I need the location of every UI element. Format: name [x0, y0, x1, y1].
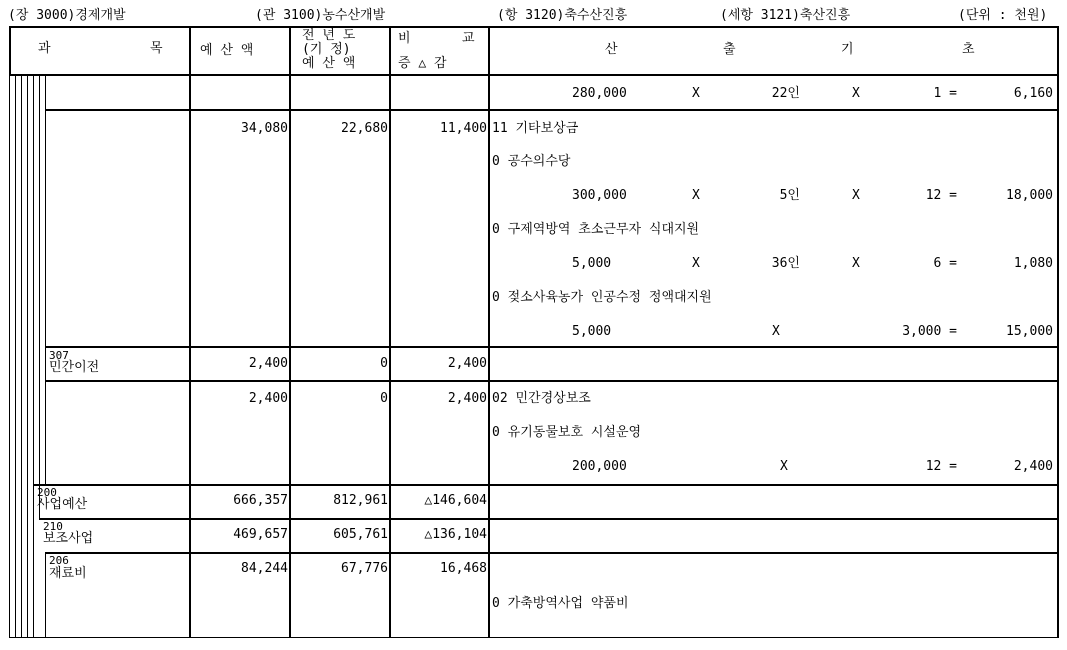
- r2-prev: 22,680: [341, 121, 388, 136]
- r4-item1: 0 유기동물보호 시설운영: [492, 425, 642, 440]
- r6-code: 210: [43, 520, 63, 533]
- header-basis-1: 산: [605, 42, 618, 57]
- header-cmp-bi: 비: [398, 31, 411, 46]
- r2-calc1-b: 5인: [779, 188, 800, 203]
- r1-calc-b: 22인: [771, 86, 800, 101]
- r3-code: 307: [49, 349, 69, 362]
- r2-calc1-x2: X: [852, 188, 860, 203]
- r3-name: 민간이전: [49, 360, 100, 375]
- r5-diff: △146,604: [424, 493, 487, 508]
- r7-budget: 84,244: [241, 561, 288, 576]
- r4-title: 02 민간경상보조: [492, 391, 591, 406]
- table-left-border: [9, 26, 11, 76]
- r2-calc3-a: 5,000: [572, 324, 612, 339]
- r2-item2: 0 구제역방역 초소근무자 식대지원: [492, 222, 700, 237]
- row-sep-2: [45, 346, 1059, 348]
- unit-label: (단위 : 천원): [958, 8, 1048, 23]
- r7-code: 206: [49, 554, 69, 567]
- r1-calc-a: 280,000: [572, 86, 627, 101]
- row-sep-4: [33, 484, 1059, 486]
- r5-budget: 666,357: [233, 493, 288, 508]
- row-sep-6: [45, 552, 1059, 554]
- r2-calc3-total: 15,000: [1006, 324, 1053, 339]
- r4-calc1-c: 12 =: [925, 459, 957, 474]
- r6-name: 보조사업: [43, 531, 94, 546]
- col-divider-diff: [389, 26, 391, 638]
- r4-calc1-total: 2,400: [1013, 459, 1053, 474]
- r3-prev: 0: [380, 356, 388, 371]
- header-prev-l2: (기 정): [302, 42, 351, 57]
- tree-line-4: [27, 76, 28, 638]
- r2-calc3-c: 3,000 =: [902, 324, 957, 339]
- r4-diff: 2,400: [447, 391, 487, 406]
- r2-diff: 11,400: [440, 121, 487, 136]
- tree-line-1: [9, 76, 10, 638]
- r7-prev: 67,776: [341, 561, 388, 576]
- r6-diff: △136,104: [424, 527, 487, 542]
- r4-calc1-x: X: [780, 459, 788, 474]
- r2-calc2-a: 5,000: [572, 256, 612, 271]
- tree-line-7: [45, 76, 46, 485]
- r1-calc-x2: X: [852, 86, 860, 101]
- r2-calc2-x2: X: [852, 256, 860, 271]
- r1-calc-c: 1 =: [933, 86, 957, 101]
- sehang-label: (세항 3121)축산진흥: [720, 8, 851, 23]
- r2-title: 11 기타보상금: [492, 121, 579, 136]
- r2-calc2-x1: X: [692, 256, 700, 271]
- row-sep-1: [45, 109, 1059, 111]
- r2-item3: 0 젖소사육농가 인공수정 정액대지원: [492, 290, 712, 305]
- r5-prev: 812,961: [333, 493, 388, 508]
- header-bottom-border: [9, 74, 1059, 76]
- header-cmp-gyo: 교: [462, 31, 475, 46]
- header-basis-3: 기: [841, 42, 854, 57]
- r3-budget: 2,400: [248, 356, 288, 371]
- r2-calc2-b: 36인: [771, 256, 800, 271]
- row-sep-3: [45, 380, 1059, 382]
- header-prev-l1: 전 년 도: [302, 28, 356, 43]
- header-budget: 예 산 액: [200, 43, 254, 58]
- tree-line-3: [21, 76, 22, 638]
- r5-code: 200: [37, 486, 57, 499]
- r1-calc-x1: X: [692, 86, 700, 101]
- table-bottom-border: [9, 637, 1059, 638]
- table-right-border: [1057, 26, 1059, 638]
- r6-budget: 469,657: [233, 527, 288, 542]
- header-mok: 목: [150, 41, 163, 56]
- row-sep-5: [39, 518, 1059, 520]
- col-divider-prev: [289, 26, 291, 638]
- r4-prev: 0: [380, 391, 388, 406]
- r2-calc1-total: 18,000: [1006, 188, 1053, 203]
- r2-calc1-a: 300,000: [572, 188, 627, 203]
- header-gwa: 과: [38, 41, 51, 56]
- r2-calc1-x1: X: [692, 188, 700, 203]
- r4-calc1-a: 200,000: [572, 459, 627, 474]
- r2-budget: 34,080: [241, 121, 288, 136]
- col-divider-basis: [488, 26, 490, 638]
- r2-calc2-c: 6 =: [933, 256, 957, 271]
- r7-diff: 16,468: [440, 561, 487, 576]
- header-basis-2: 출: [723, 42, 736, 57]
- r2-calc1-c: 12 =: [925, 188, 957, 203]
- header-cmp-l2: 증 △ 감: [398, 56, 447, 71]
- hang-label: (항 3120)축수산진흥: [497, 8, 628, 23]
- tree-line-2: [15, 76, 16, 638]
- table-top-border: [9, 26, 1059, 28]
- r4-budget: 2,400: [248, 391, 288, 406]
- r3-diff: 2,400: [447, 356, 487, 371]
- tree-line-5: [33, 76, 34, 638]
- r2-calc2-total: 1,080: [1013, 256, 1053, 271]
- jang-label: (장 3000)경제개발: [8, 8, 126, 23]
- r1-calc-total: 6,160: [1013, 86, 1053, 101]
- tree-line-6: [39, 76, 40, 519]
- header-basis-4: 초: [962, 42, 975, 57]
- r2-item1: 0 공수의수당: [492, 154, 571, 169]
- col-divider-budget: [189, 26, 191, 638]
- r7-item1: 0 가축방역사업 약품비: [492, 596, 629, 611]
- tree-line-7b: [45, 553, 46, 638]
- header-prev-l3: 예 산 액: [302, 56, 356, 71]
- r6-prev: 605,761: [333, 527, 388, 542]
- r5-name: 사업예산: [37, 497, 88, 512]
- r2-calc3-x: X: [772, 324, 780, 339]
- gwan-label: (관 3100)농수산개발: [255, 8, 386, 23]
- r7-name: 재료비: [49, 566, 87, 581]
